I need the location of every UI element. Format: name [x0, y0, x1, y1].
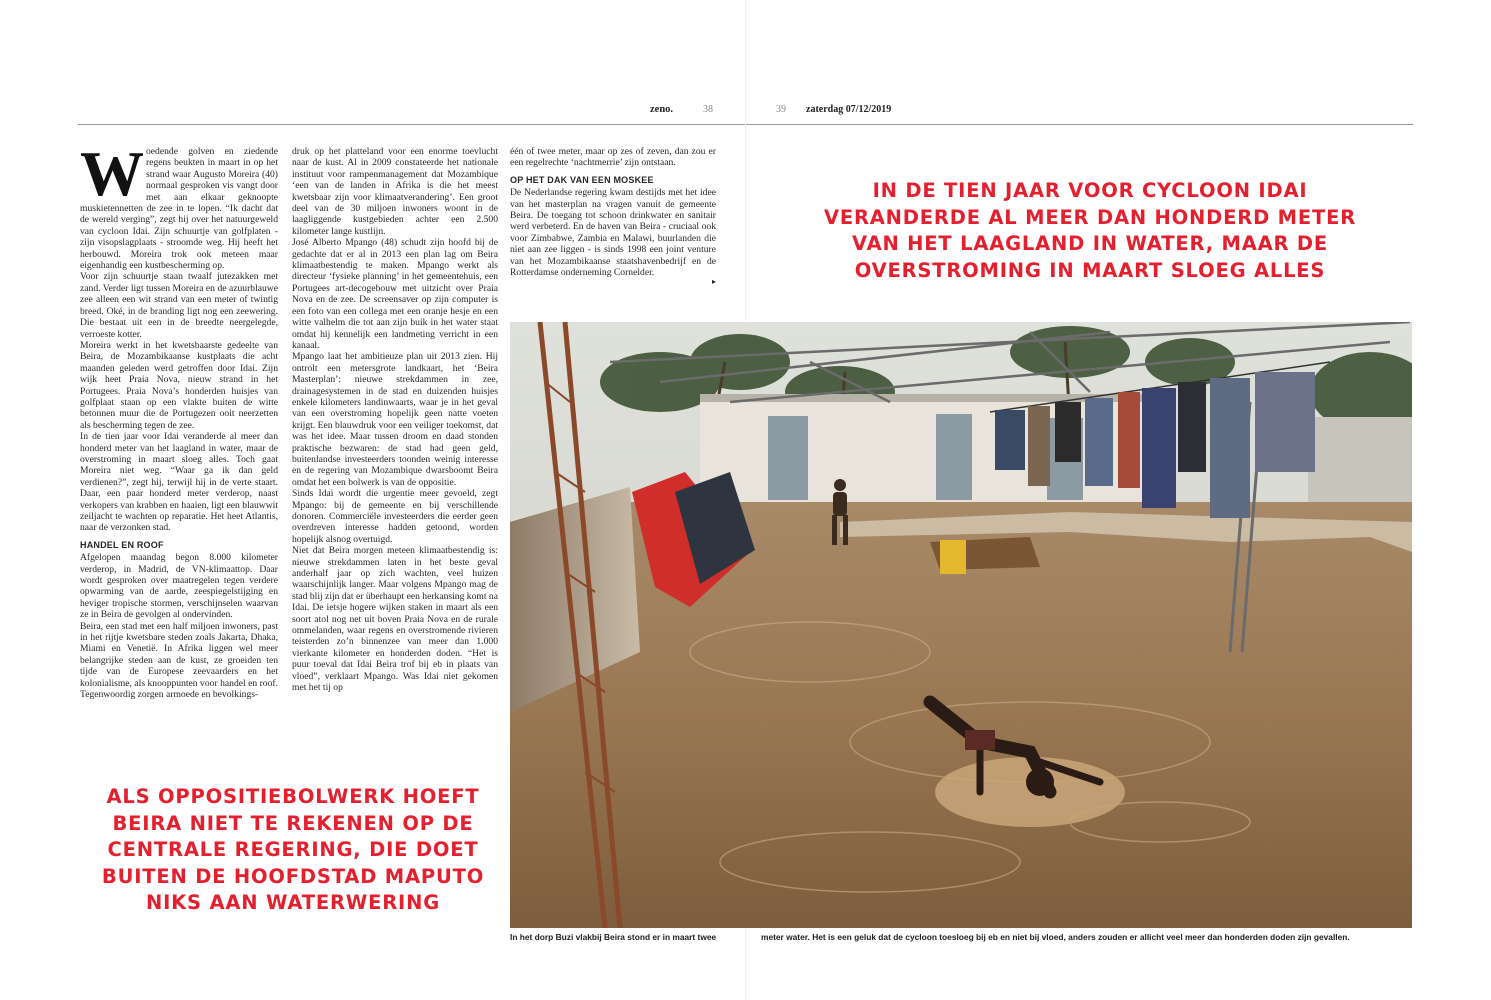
flood-photo-illustration [510, 322, 1412, 928]
issue-date: zaterdag 07/12/2019 [806, 104, 892, 115]
pullquote-line: BEIRA NIET TE REKENEN OP DE [112, 811, 474, 835]
pullquote-line: ALS OPPOSITIEBOLWERK HOEFT [106, 785, 480, 808]
pullquote-line: CENTRALE REGERING, DIE DOET [107, 838, 479, 861]
flood-photo [510, 322, 1412, 928]
article-column-2 [292, 146, 498, 694]
pullquote-top [780, 178, 1400, 284]
paragraph: Afgelopen maandag begon 8.000 kilometer verderop, in Madrid, de VN-klimaattop. Daar wordt gesproken over maatregelen tegen verdere opwarming van de aarde, zeespiegelstijging en heviger tropische stormen, verschijnselen waarvan ze in Beira de gevolgen al ondervinden. [80, 552, 278, 621]
drop-cap: W [80, 138, 144, 209]
continue-arrow-icon: ▸ [711, 277, 716, 287]
paragraph: Mpango laat het ambitieuze plan uit 2013 zien. Hij ontrolt een metersgrote landkaart, het ‘Beira Masterplan’: nieuwe strekdammen in zee, drainagesystemen in de stad en duizenden huisjes enkele kilometers landinwaarts, waar je in het geval van een overstroming hopelijk geen natte voeten krijgt. Een blauwdruk voor een veiliger toekomst, dat was het idee. Maar tussen droom en daad stonden praktische bezwaren: de stad had geen geld, buitenlandse investeerders toonden weinig interesse en de regering van Mozambique dwarsboomt Beira omdat het een bolwerk is van de oppositie. [292, 351, 498, 488]
paragraph: Sinds Idai wordt die urgentie meer gevoeld, zegt Mpango: bij de gemeente en bij verschillende donoren. Commerciële investeerders die eerder geen overdreven interesse hadden getoond, worden hopelijk alsnog overtuigd. [292, 488, 498, 545]
pullquote-line: IN DE TIEN JAAR VOOR CYCLOON IDAI [872, 179, 1308, 202]
paragraph: De Nederlandse regering kwam destijds met het idee van het masterplan na vragen vanuit de gemeente Beira. De toegang tot schoon drinkwater en sanitair werd verbeterd. En de haven van Beira - cruciaal ook voor Zimbabwe, Zambia en Malawi, buurlanden die niet aan zee liggen - is sinds 1998 een joint venture van het Mozambikaanse staatshavenbedrijf en de Rotterdamse onderneming Cornelder. [510, 187, 716, 279]
paragraph: Moreira werkt in het kwetsbaarste gedeelte van Beira, de Mozambikaanse kustplaats die acht maanden geleden werd getroffen door Idai. Zijn wijk heet Praia Nova, nieuw strand in het Portugees. Praia Nova’s honderden huisjes van golfplaat staan op een vlakte buiten de witte betonnen muur die de Portugezen ooit neerzetten als bescherming tegen de zee. [80, 339, 278, 431]
paragraph: Voor zijn schuurtje staan twaalf jutezakken met zand. Verder ligt tussen Moreira en de azuurblauwe zee alleen een wit strand van een meter of twintig breed. Oké, in de branding ligt nog een zeewering. Die bestaat uit een in de breedte neergelegde, verroeste kotter. [80, 271, 278, 340]
photo-caption-right: meter water. Het is een geluk dat de cycloon toesloeg bij eb en niet bij vloed, anders zouden er allicht veel meer dan honderden doden zijn gevallen. [761, 932, 1350, 942]
lead-text: oedende golven en ziedende regens beukten in maart in op het strand waar Augusto Moreira (40) normaal gesproken vis vangt door met aan elkaar geknoopte muskietennetten de zee in te lopen. “Ik dacht dat de wereld verging”, zegt hij over het natuurgeweld van cycloon Idai. Zijn schuurtje van golfplaten - zijn visopslagplaats - stroomde weg. Hij heeft het herbouwd. Moreira trok ook meteen maar eigenhandig een kustbescherming op. [80, 146, 278, 272]
pullquote-line: VERANDERDE AL MEER DAN HONDERD METER [823, 205, 1357, 229]
brand-name: zeno. [650, 104, 674, 115]
article-column-1 [80, 138, 278, 701]
page-number-left: 38 [703, 104, 713, 115]
photo-caption-left: In het dorp Buzi vlakbij Beira stond er in maart twee [510, 932, 717, 942]
pullquote-line: BUITEN DE HOOFDSTAD MAPUTO [101, 864, 485, 888]
pullquote-line: OVERSTROMING IN MAART SLOEG ALLES [854, 258, 1326, 282]
header-rule-left [78, 124, 745, 125]
pullquote-line: NIKS AAN WATERWERING [145, 891, 441, 914]
article-column-3 [510, 146, 716, 288]
paragraph: één of twee meter, maar op zes of zeven, dan zou er een regelrechte ‘nachtmerrie’ zijn ontstaan. [510, 146, 716, 169]
header-rule-right [746, 124, 1413, 125]
pullquote-bottom [88, 784, 498, 917]
paragraph: Beira, een stad met een half miljoen inwoners, past in het rijtje kwetsbare steden zoals Jakarta, Dhaka, Miami en Venetië. In Afrika liggen wel meer belangrijke steden aan de kust, ze groeiden ten tijde van de Europese zeevaarders en het kolonialisme, als knooppunten voor handel en roof. Tegenwoordig zorgen armoede en bevolkings- [80, 620, 278, 701]
pullquote-line: VAN HET LAAGLAND IN WATER, MAAR DE [852, 232, 1328, 255]
lead-paragraph [80, 138, 278, 272]
paragraph: druk op het platteland voor een enorme toevlucht naar de kust. Al in 2009 constateerde het nationale instituut voor rampenmanagement dat Mozambique ‘een van de landen in Afrika is die het meest kwetsbaar zijn voor klimaatverandering’. Een groot deel van de 30 miljoen inwoners woont in de laagliggende kustgebieden achter een 2.500 kilometer lange kustlijn. [292, 146, 498, 237]
paragraph: In de tien jaar voor Idai veranderde al meer dan honderd meter van het laagland in water, maar de overstroming in maart sloeg alles. Toch gaat Moreira niet weg. “Waar ga ik dan geld verdienen?”, zegt hij, terwijl hij in de verte staart. Daar, een paar honderd meter verderop, naast verkopers van krabben en haaien, ligt een blauwwit zeiljacht te wachten op reparatie. Het heet Atlantis, naar de verzonken stad. [80, 431, 278, 534]
subheading-handel-en-roof: HANDEL EN ROOF [80, 539, 164, 550]
subheading-op-het-dak: OP HET DAK VAN EEN MOSKEE [510, 174, 654, 185]
paragraph: Niet dat Beira morgen meteen klimaatbestendig is: nieuwe strekdammen laten in het beste geval anderhalf jaar op zich wachten, veel huizen waarschijnlijk langer. Maar volgens Mpango mag de stad blij zijn dat er überhaupt een herkansing komt na Idai. De ietsje hogere wijken staken in maart als een soort atol nog net uit boven Praia Nova en de rurale ommelanden, waar regens en overstromende rivieren teisterden zo’n binnenzee van meer dan 1.000 vierkante kilometer en honderden doden. “Het is puur toeval dat Idai Beira trof bij eb in plaats van vloed”, verklaart Mpango. Was Idai niet gekomen met het tij op [292, 545, 498, 694]
page-number-right: 39 [776, 104, 786, 115]
paragraph: José Alberto Mpango (48) schudt zijn hoofd bij de gedachte dat er al in 2013 een plan lag om Beira klimaatbestendig te maken. Mpango werkt als directeur ‘fysieke planning’ in het gemeentehuis, een Portugees art-decogebouw met uitzicht over Praia Nova en de zee. De screensaver op zijn computer is een foto van een collega met een oranje hesje en een witte valhelm die tot aan zijn buik in het water staat omdat hij kennelijk een landmeting verricht in een kanaal. [292, 237, 498, 351]
